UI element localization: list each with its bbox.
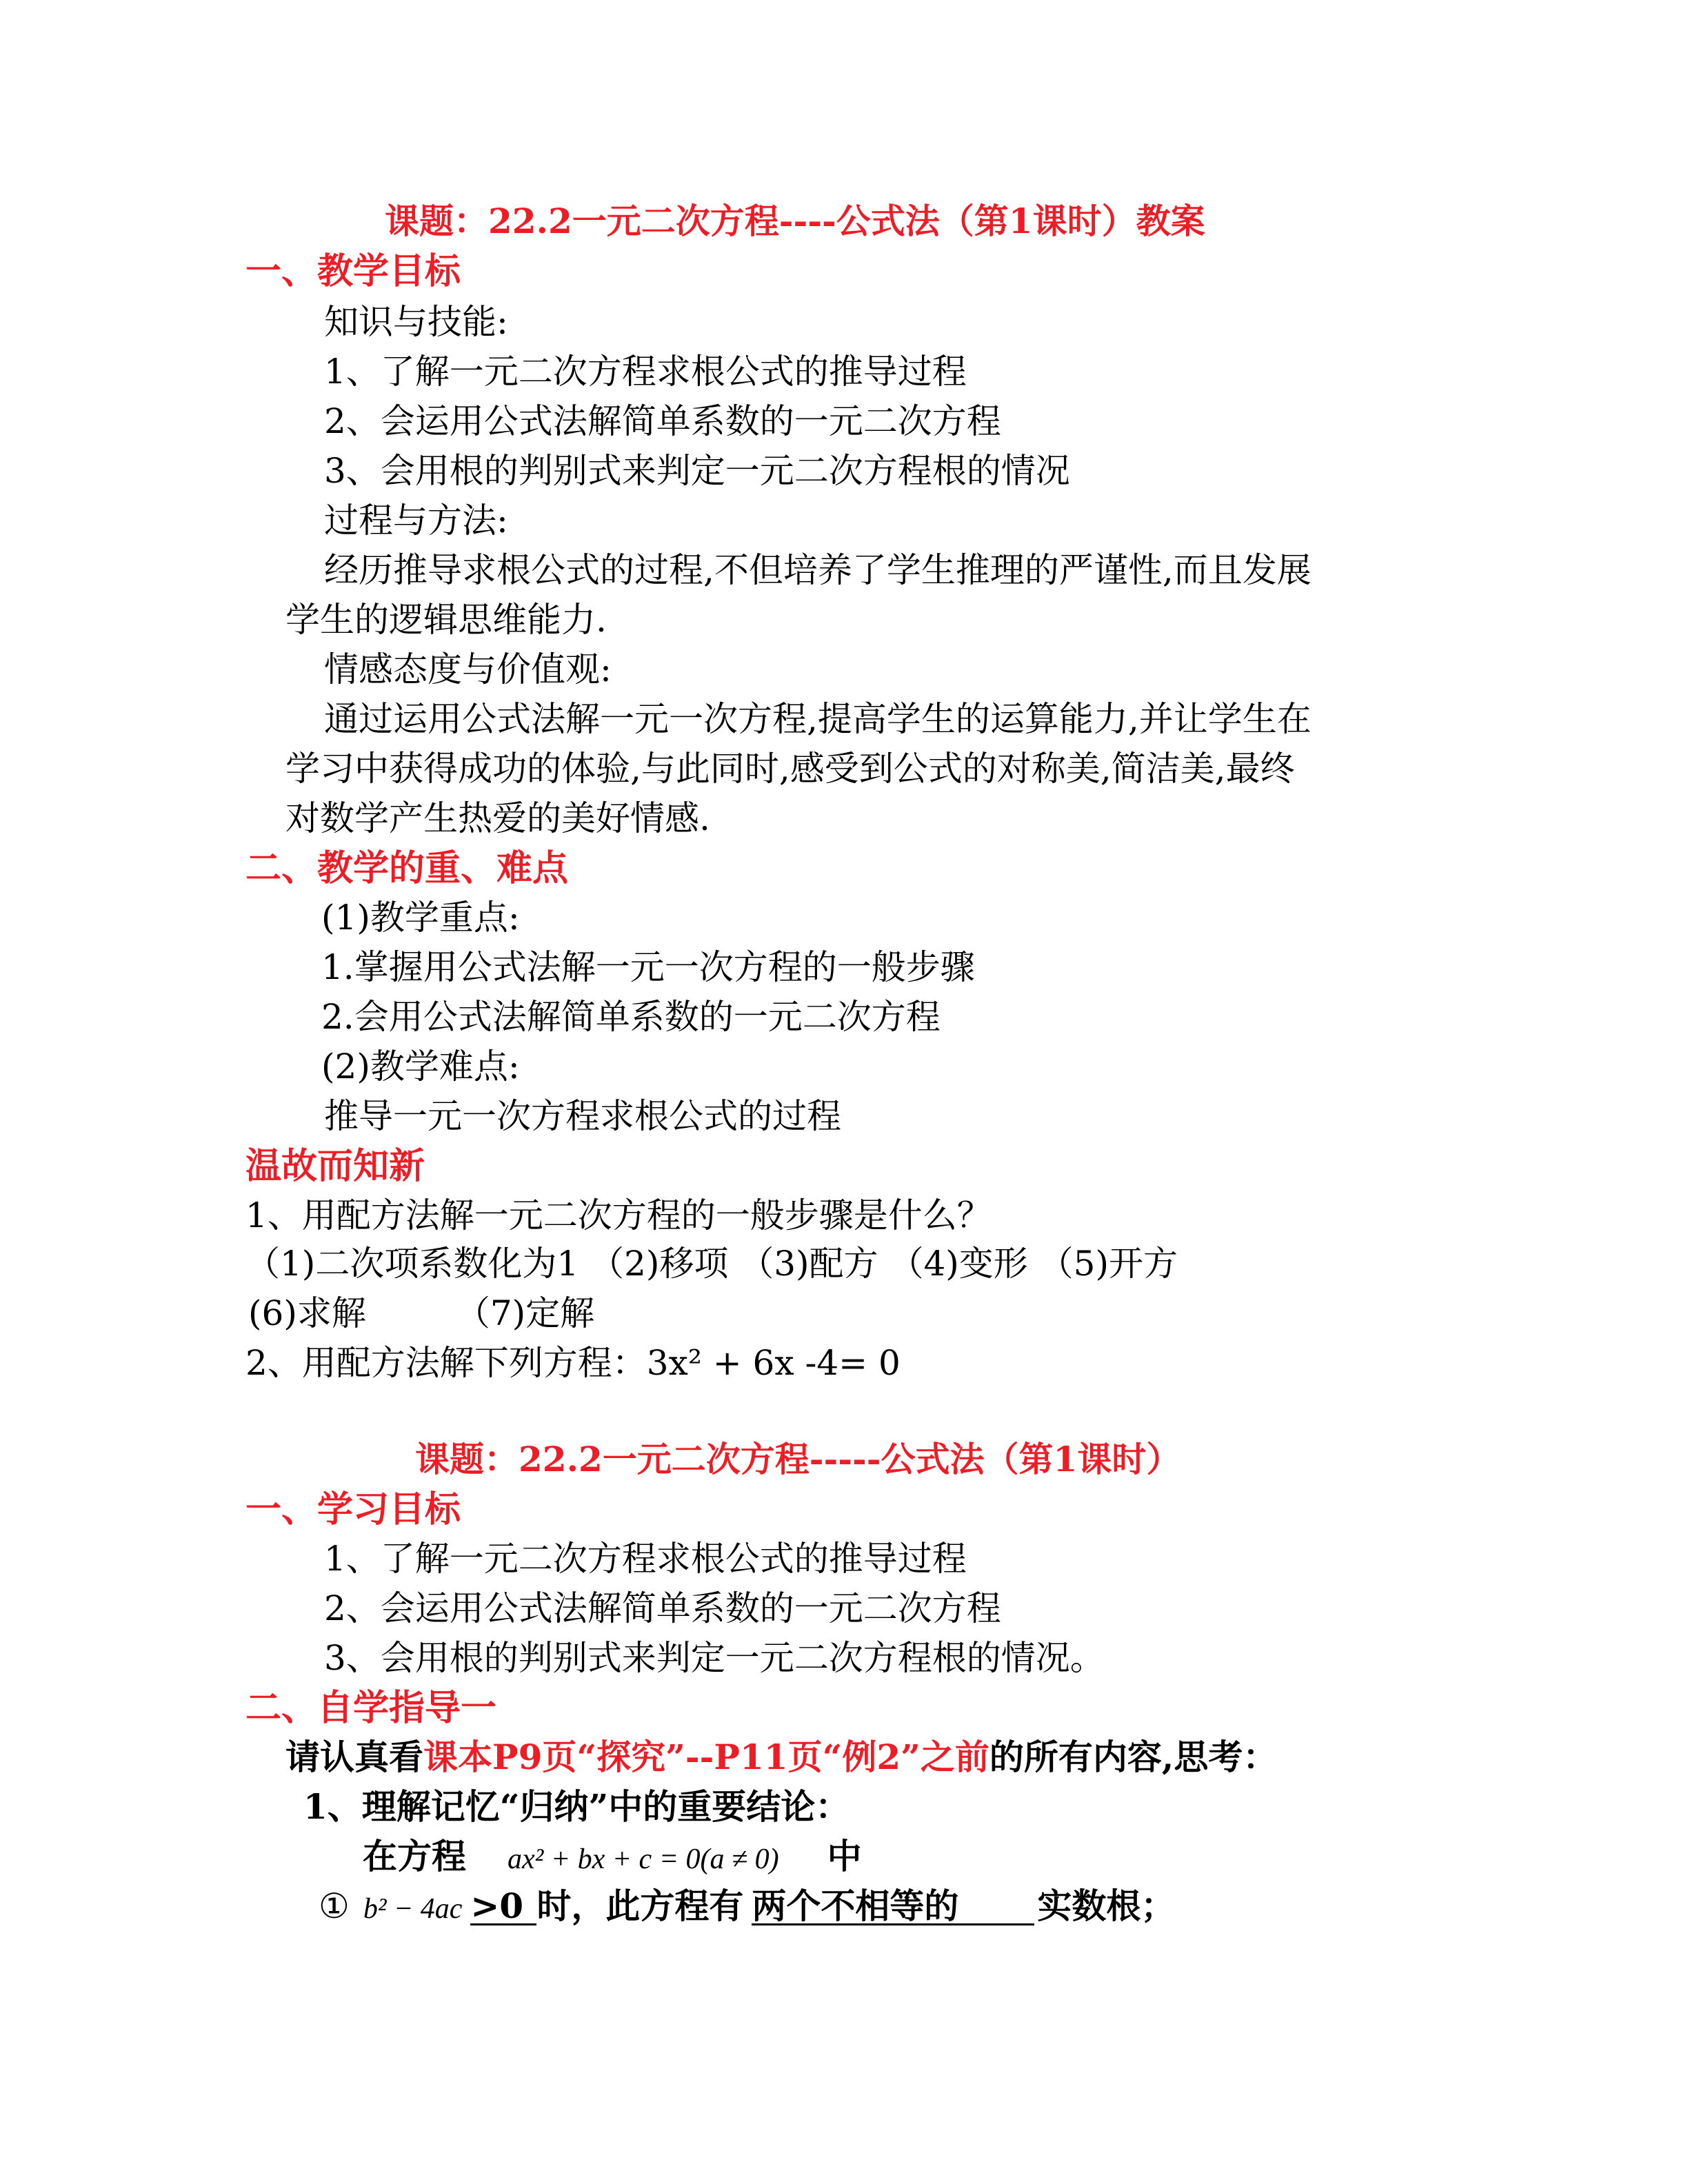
middle-label: 中 bbox=[827, 1836, 862, 1877]
self-study-instruction bbox=[285, 1737, 1278, 1777]
knowledge-item: 3、会用根的判别式来判定一元二次方程根的情况 bbox=[324, 451, 1070, 491]
review-question-1: 1、用配方法解一元二次方程的一般步骤是什么？ bbox=[245, 1195, 992, 1235]
study-item-1: 1、理解记忆“归纳”中的重要结论： bbox=[303, 1786, 850, 1827]
step-confirm: （7)定解 bbox=[455, 1293, 595, 1333]
instruction-prefix: 请认真看 bbox=[285, 1737, 423, 1777]
difficulty-label: (2)教学难点: bbox=[321, 1046, 520, 1086]
circled-one-marker: ① bbox=[319, 1886, 350, 1926]
discriminant: b² − 4ac bbox=[363, 1893, 463, 1925]
learning-goal-item: 2、会运用公式法解简单系数的一元二次方程 bbox=[324, 1588, 1001, 1628]
process-method-text: 经历推导求根公式的过程,不但培养了学生推理的严谨性,而且发展 bbox=[324, 550, 1312, 590]
section-self-study-heading: 二、自学指导一 bbox=[245, 1687, 497, 1729]
study-plan-title: 课题：22.2一元二次方程-----公式法（第1课时） bbox=[415, 1439, 1181, 1479]
key-point-item: 2.会用公式法解简单系数的一元二次方程 bbox=[321, 997, 941, 1037]
key-points-label: (1)教学重点: bbox=[321, 898, 520, 938]
section-key-difficult-heading: 二、教学的重、难点 bbox=[245, 847, 569, 889]
case-1-line bbox=[319, 1885, 1176, 1926]
review-question-2: 2、用配方法解下列方程：3x² + 6x -4= 0 bbox=[245, 1343, 901, 1383]
equation-line bbox=[363, 1836, 862, 1877]
review-heading: 温故而知新 bbox=[245, 1145, 425, 1187]
emotion-values-text: 通过运用公式法解一元一次方程,提高学生的运算能力,并让学生在 bbox=[324, 699, 1312, 739]
learning-goal-item: 1、了解一元二次方程求根公式的推导过程 bbox=[324, 1539, 967, 1579]
key-point-item: 1.掌握用公式法解一元一次方程的一般步骤 bbox=[321, 947, 975, 987]
quadratic-equation: ax² + bx + c = 0(a ≠ 0) bbox=[508, 1843, 779, 1875]
step-solve: (6)求解 bbox=[248, 1293, 366, 1333]
lesson-plan-title: 课题：22.2一元二次方程----公式法（第1课时）教案 bbox=[385, 201, 1205, 241]
review-steps-line bbox=[248, 1293, 595, 1333]
answer-blank-root-type: 两个不相等的 bbox=[752, 1889, 1034, 1925]
case-1-middle-text: 时，此方程有 bbox=[536, 1885, 744, 1926]
process-method-text: 学生的逻辑思维能力. bbox=[285, 600, 607, 640]
emotion-values-text: 对数学产生热爱的美好情感. bbox=[285, 798, 710, 838]
difficulty-text: 推导一元一次方程求根公式的过程 bbox=[324, 1096, 841, 1136]
textbook-reference: 课本P9页“探究”--P11页“例2”之前 bbox=[423, 1737, 989, 1777]
emotion-values-text: 学习中获得成功的体验,与此同时,感受到公式的对称美,简洁美,最终 bbox=[285, 749, 1295, 789]
in-equation-label: 在方程 bbox=[363, 1836, 466, 1877]
section-teaching-goals-heading: 一、教学目标 bbox=[245, 250, 461, 292]
instruction-suffix: 的所有内容,思考： bbox=[989, 1737, 1278, 1777]
process-method-label: 过程与方法: bbox=[324, 501, 508, 540]
case-1-end-text: 实数根； bbox=[1037, 1885, 1176, 1926]
learning-goal-item: 3、会用根的判别式来判定一元二次方程根的情况。 bbox=[324, 1638, 1105, 1678]
knowledge-item: 2、会运用公式法解简单系数的一元二次方程 bbox=[324, 401, 1001, 441]
knowledge-skills-label: 知识与技能: bbox=[324, 302, 508, 342]
answer-blank-sign: >0 bbox=[470, 1889, 536, 1925]
knowledge-item: 1、了解一元二次方程求根公式的推导过程 bbox=[324, 352, 967, 392]
section-learning-goals-heading: 一、学习目标 bbox=[245, 1488, 461, 1530]
review-steps-line: （1)二次项系数化为1 （2)移项 （3)配方 （4)变形 （5)开方 bbox=[245, 1244, 1178, 1284]
emotion-values-label: 情感态度与价值观: bbox=[324, 649, 612, 689]
